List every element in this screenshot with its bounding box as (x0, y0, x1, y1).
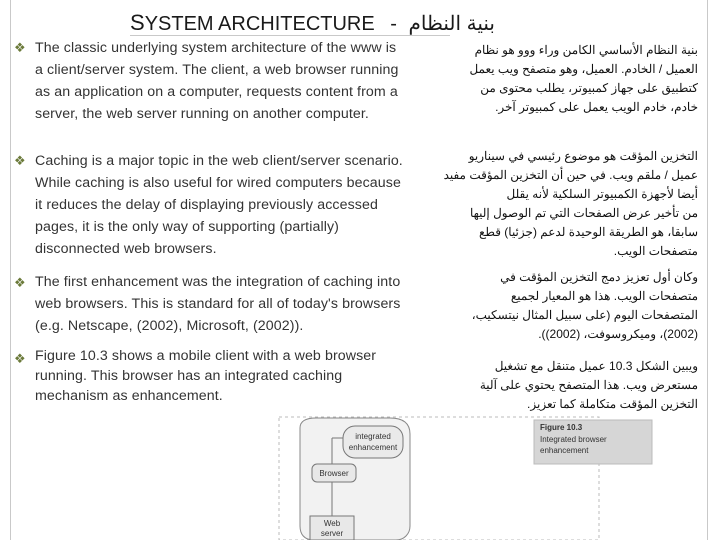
text-line: خادم، خادم الويب يعمل على كمبيوتر آخر. (495, 100, 698, 114)
text-line: The classic underlying system architecture of the www is (35, 40, 397, 56)
text-line: as an application on a computer, requests content from a (35, 84, 398, 100)
bullet-4-arabic (448, 357, 698, 414)
bullet-diamond-icon: ❖ (14, 40, 26, 55)
slide-title (130, 10, 495, 36)
text-line: it reduces the delay of displaying previously accessed (35, 197, 378, 213)
text-line: ويبين الشكل 10.3 عميل متنقل مع تشغيل (494, 359, 698, 373)
title-english: YSTEM ARCHITECTURE (144, 13, 375, 35)
bullet-3-english (35, 271, 455, 337)
slide-border-left (10, 0, 11, 540)
text-line: أيضا لأجهزة الكمبيوتر السلكية لأنه يقلل (506, 187, 698, 201)
text-line: سابقا، هو الطريقة الوحيدة لدعم (جزئيا) قطع (478, 225, 698, 239)
text-line: mechanism as enhancement. (35, 388, 223, 404)
bullet-diamond-icon: ❖ (14, 153, 26, 168)
bullet-diamond-icon: ❖ (14, 275, 26, 290)
figure-caption-line: Integrated browser (540, 435, 607, 444)
text-line: (e.g. Netscape, (2002), Microsoft, (2002)). (35, 318, 304, 334)
text-line: Caching is a major topic in the web client/server scenario. (35, 153, 403, 169)
title-initial: S (130, 10, 145, 35)
text-line: التخزين المؤقت متكاملة كما تعزيز. (527, 397, 698, 411)
figure-caption-number: Figure 10.3 (540, 423, 583, 432)
text-line: متصفحات الويب. (613, 244, 698, 258)
figure-integrated-browser (278, 416, 658, 540)
text-line: كتطبيق على جهاز كمبيوتر، يطلب محتوى من (480, 81, 698, 95)
bullet-1-arabic (448, 41, 698, 117)
text-line: a client/server system. The client, a web browser running (35, 62, 399, 78)
text-line: عميل / ملقم ويب. في حين أن التخزين المؤقت مفيد (443, 168, 698, 182)
bullet-3-arabic (448, 268, 698, 344)
text-line: Figure 10.3 shows a mobile client with a web browser (35, 348, 377, 364)
slide-border-right (707, 0, 708, 540)
figure-caption-line: enhancement (540, 446, 589, 455)
bullet-diamond-icon: ❖ (14, 351, 26, 366)
title-underline (130, 35, 450, 36)
text-line: While caching is also useful for wired computers because (35, 175, 401, 191)
text-line: بنية النظام الأساسي الكامن وراء ووو هو نظام (474, 43, 698, 57)
text-line: running. This browser has an integrated caching (35, 368, 343, 384)
integrated-enhancement-box (343, 426, 403, 458)
server-label: server (320, 529, 344, 538)
text-line: The first enhancement was the integration of caching into (35, 274, 401, 290)
bullet-1-english (35, 37, 455, 125)
text-line: العميل / الخادم. العميل، وهو متصفح ويب يعمل (469, 62, 698, 76)
text-line: disconnected web browsers. (35, 241, 217, 257)
web-label: Web (323, 519, 341, 528)
title-separator: - (390, 13, 397, 35)
text-line: المتصفحات اليوم (على سبيل المثال نيتسكيب، (471, 308, 698, 322)
text-line: وكان أول تعزيز دمج التخزين المؤقت في (500, 270, 698, 284)
bullet-2-arabic (443, 147, 698, 261)
text-line: متصفحات الويب. هذا هو المعيار لجميع (510, 289, 698, 303)
integrated-label: integrated (355, 432, 391, 441)
text-line: من تأخير عرض الصفحات التي تم الوصول إليها (469, 206, 698, 220)
text-line: التخزين المؤقت هو موضوع رئيسي في سيناريو (468, 149, 698, 163)
text-line: (2002)، وميكروسوفت، (2002)). (538, 327, 698, 341)
text-line: server, the web server running on another computer. (35, 106, 369, 122)
bullet-2-english (35, 150, 455, 260)
browser-label: Browser (319, 469, 349, 478)
text-line: web browsers. This is standard for all of today's browsers (35, 296, 401, 312)
enhancement-label: enhancement (348, 443, 398, 452)
text-line: pages, it is the only way of supporting (partially) (35, 219, 339, 235)
title-arabic: بنية النظام (408, 13, 495, 35)
text-line: مستعرض ويب. هذا المتصفح يحتوي على آلية (479, 378, 698, 392)
bullet-4-english (35, 346, 455, 406)
